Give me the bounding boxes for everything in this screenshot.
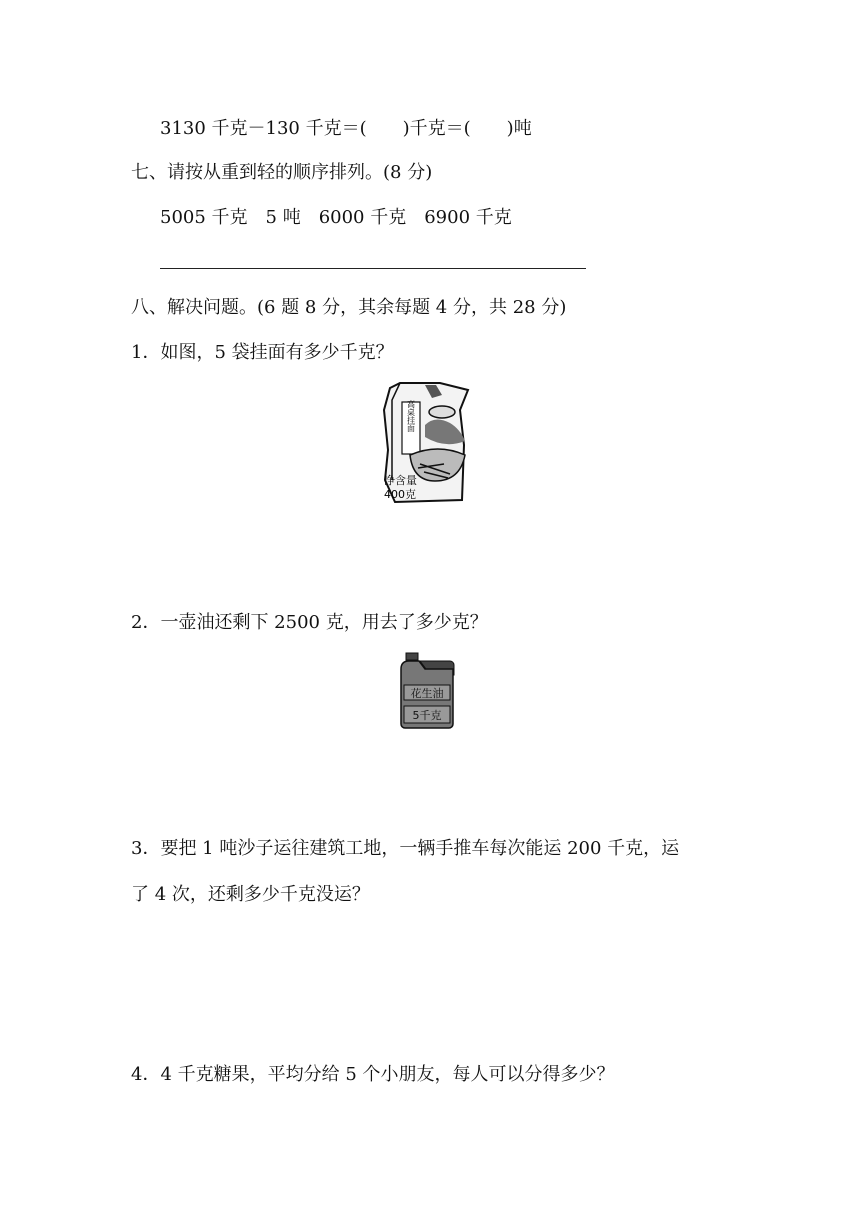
question-4: 4．4 千克糖果，平均分给 5 个小朋友，每人可以分得多少？ <box>131 1064 615 1085</box>
oil-weight-text: 5千克 <box>412 709 442 722</box>
noodle-brand-text: 高桌挂面 <box>406 400 416 432</box>
net-weight-label: 400克 <box>384 488 416 501</box>
expression-weight-conversion: 3130 千克－130 千克＝( )千克＝( )吨 <box>160 118 532 139</box>
question-3-line-1: 3．要把 1 吨沙子运往建筑工地，一辆手推车每次能运 200 千克，运 <box>131 838 680 859</box>
section-7-items: 5005 千克 5 吨 6000 千克 6900 千克 <box>160 207 512 228</box>
section-8-heading: 八、解决问题。(6 题 8 分，其余每题 4 分，共 28 分) <box>131 297 567 318</box>
net-content-label: 净含量 <box>384 474 417 487</box>
question-2: 2．一壶油还剩下 2500 克，用去了多少克？ <box>131 612 488 633</box>
section-7-heading: 七、请按从重到轻的顺序排列。(8 分) <box>131 162 433 183</box>
answer-blank-line <box>160 268 586 269</box>
question-1: 1．如图，5 袋挂面有多少千克？ <box>131 342 394 363</box>
noodle-bag-image <box>380 380 480 505</box>
oil-jug-image <box>398 651 456 729</box>
oil-label-text: 花生油 <box>410 687 444 700</box>
question-3-line-2: 了 4 次，还剩多少千克没运？ <box>131 884 370 905</box>
